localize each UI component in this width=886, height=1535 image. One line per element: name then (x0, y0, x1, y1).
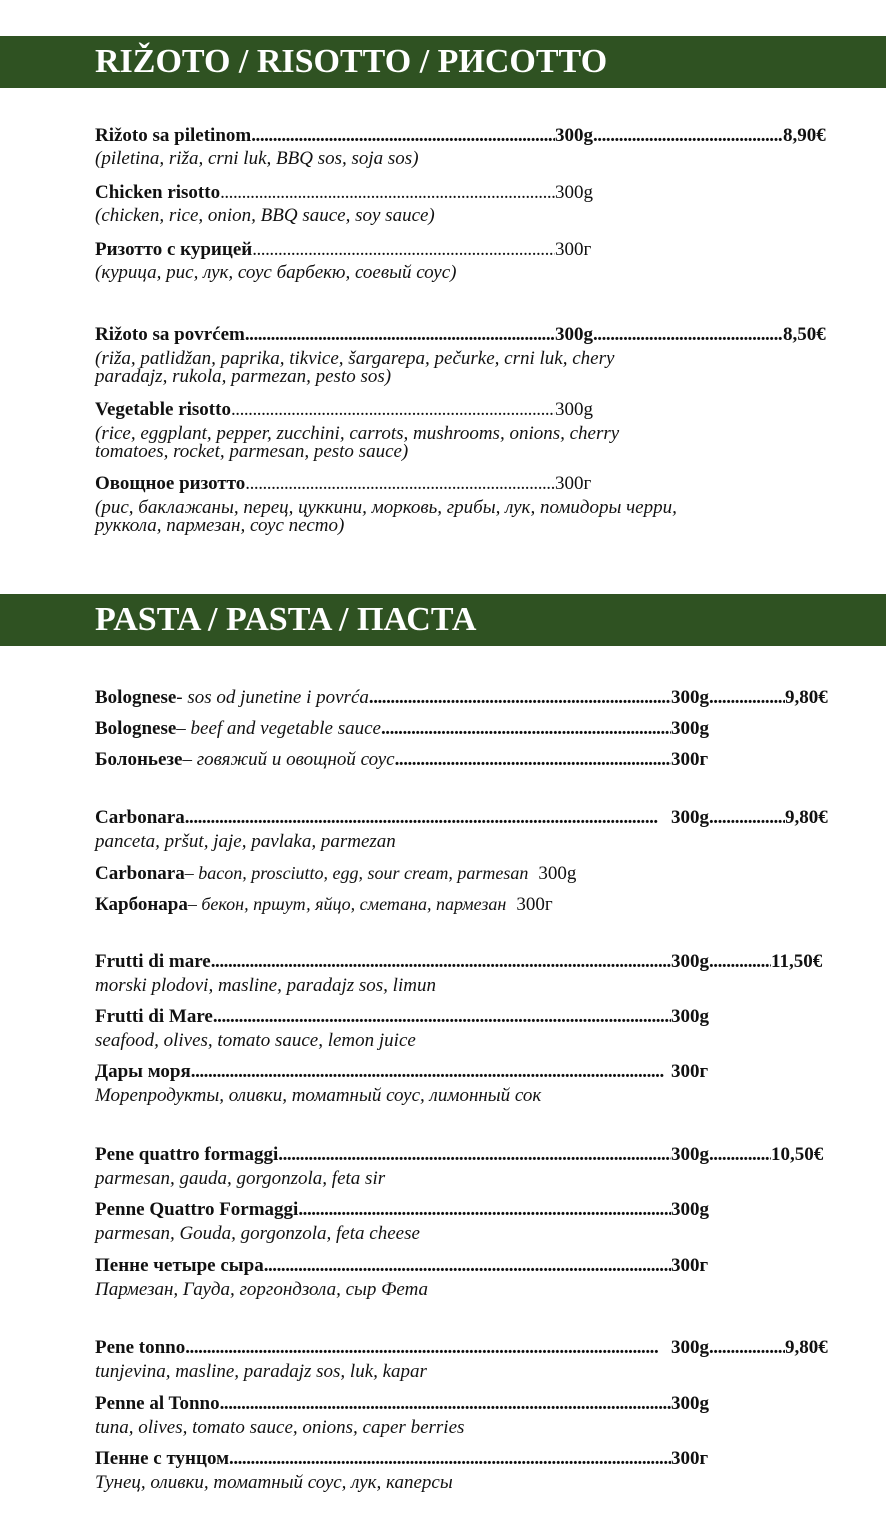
item-subtitle: - sos od junetine i povrća (176, 687, 369, 708)
menu-item-carbonara-sr (95, 806, 828, 830)
item-description-line-1: (rice, eggplant, pepper, zucchini, carrots, mushrooms, onions, cherry (95, 423, 620, 444)
item-subtitle: – beef and vegetable sauce (176, 718, 381, 739)
item-price: 8,90€ (783, 125, 826, 146)
item-description: Морепродукты, оливки, томатный соус, лимонный сок (95, 1085, 542, 1106)
item-weight: 300г (555, 239, 592, 260)
dot-leader (220, 1392, 671, 1416)
dot-leader (593, 323, 783, 347)
dot-leader (252, 238, 555, 262)
dot-leader (245, 323, 555, 347)
item-name: Carbonara (95, 863, 185, 884)
menu-item-tonno-ru (95, 1447, 708, 1471)
dot-leader (220, 181, 555, 205)
menu-item-chicken-risotto-ru (95, 238, 591, 262)
menu-item-vegetable-risotto-en (95, 398, 593, 422)
item-name: Frutti di Mare (95, 1006, 213, 1027)
item-description: seafood, olives, tomato sauce, lemon juice (95, 1030, 416, 1051)
item-subtitle: – говяжий и овощной соус (182, 749, 395, 770)
item-description: (курица, рис, лук, соус барбекю, соевый соус) (95, 262, 457, 283)
item-name: Penne Quattro Formaggi (95, 1199, 299, 1220)
menu-item-carbonara-ru (95, 892, 553, 916)
item-name: Овощное ризотто (95, 473, 246, 494)
menu-item-quattro-formaggi-ru (95, 1254, 708, 1278)
dot-leader (231, 398, 555, 422)
item-name: Карбонара (95, 894, 188, 915)
item-price: 9,80€ (785, 807, 828, 828)
menu-item-quattro-formaggi-en (95, 1198, 709, 1222)
item-name: Pene quattro formaggi (95, 1144, 279, 1165)
dot-leader (593, 124, 783, 148)
item-weight: 300g (555, 324, 593, 345)
item-description: panceta, pršut, jaje, pavlaka, parmezan (95, 831, 396, 852)
dot-leader (709, 950, 771, 974)
item-description: tuna, olives, tomato sauce, onions, caper berries (95, 1417, 465, 1438)
dot-leader (709, 1336, 785, 1360)
item-name: Carbonara (95, 807, 185, 828)
menu-item-frutti-di-mare-en (95, 1005, 709, 1029)
item-name: Bolognese (95, 718, 177, 739)
menu-item-bolognese-en (95, 717, 709, 741)
item-weight: 300g (671, 1393, 709, 1414)
item-description: Тунец, оливки, томатный соус, лук, каперсы (95, 1472, 453, 1493)
dot-leader (264, 1254, 671, 1278)
menu-item-bolognese-sr (95, 686, 828, 710)
item-weight: 300g (671, 1337, 709, 1358)
menu-item-bolognese-ru (95, 748, 708, 772)
item-weight: 300g (538, 863, 577, 884)
item-description: parmesan, gauda, gorgonzola, feta sir (95, 1168, 386, 1189)
dot-leader (395, 748, 671, 772)
item-weight: 300g (555, 399, 593, 420)
item-price: 10,50€ (771, 1144, 824, 1165)
dot-leader (709, 686, 785, 710)
item-name: Rižoto sa povrćem (95, 324, 245, 345)
item-weight: 300g (671, 1144, 709, 1165)
item-description: (chicken, rice, onion, BBQ sauce, soy sauce) (95, 205, 435, 226)
item-description: tunjevina, masline, paradajz sos, luk, kapar (95, 1361, 427, 1382)
dot-leader (298, 1198, 671, 1222)
item-weight: 300г (555, 473, 592, 494)
menu-item-chicken-risotto-en (95, 181, 593, 205)
item-weight: 300g (555, 125, 593, 146)
menu-item-frutti-di-mare-sr (95, 950, 822, 974)
item-name: Vegetable risotto (95, 399, 231, 420)
section-header-risotto (0, 36, 886, 88)
item-name: Болоньезе (95, 749, 183, 770)
item-description-line-2: руккола, пармезан, соус песто) (95, 515, 345, 536)
item-weight: 300г (671, 1255, 709, 1276)
dot-leader (185, 806, 671, 830)
menu-item-vegetable-risotto-ru (95, 472, 591, 496)
section-header-pasta (0, 594, 886, 646)
dot-leader (185, 1336, 671, 1360)
item-weight: 300g (671, 1006, 709, 1027)
item-price: 11,50€ (771, 951, 823, 972)
item-weight: 300g (671, 687, 709, 708)
menu-item-carbonara-en (95, 861, 576, 885)
item-price: 9,80€ (785, 1337, 828, 1358)
dot-leader (229, 1447, 671, 1471)
item-subtitle: – бекон, пршут, яйцо, сметана, пармезан (187, 894, 507, 914)
item-weight: 300g (671, 718, 709, 739)
item-name: Пенне четыре сыра (95, 1255, 264, 1276)
item-price: 9,80€ (785, 687, 828, 708)
item-name: Дары моря (95, 1061, 191, 1082)
dot-leader (213, 1005, 671, 1029)
item-name: Frutti di mare (95, 951, 211, 972)
item-price: 8,50€ (783, 324, 826, 345)
item-description: (piletina, riža, crni luk, BBQ sos, soja sos) (95, 148, 419, 169)
item-weight: 300г (671, 1061, 709, 1082)
item-weight: 300g (671, 951, 709, 972)
menu-item-quattro-formaggi-sr (95, 1143, 823, 1167)
item-name: Bolognese (95, 687, 177, 708)
item-weight: 300г (516, 894, 553, 915)
item-description-line-2: paradajz, rukola, parmezan, pesto sos) (95, 366, 392, 387)
menu-item-tonno-sr (95, 1336, 828, 1360)
item-subtitle: – bacon, prosciutto, egg, sour cream, parmesan (184, 863, 529, 883)
dot-leader (245, 472, 555, 496)
dot-leader (381, 717, 671, 741)
dot-leader (278, 1143, 671, 1167)
dot-leader (709, 1143, 771, 1167)
menu-item-chicken-risotto-sr (95, 124, 826, 148)
item-name: Ризотто с курицей (95, 239, 253, 260)
menu-item-vegetable-risotto-sr (95, 323, 826, 347)
item-description-line-1: (рис, баклажаны, перец, цуккини, морковь, грибы, лук, помидоры черри, (95, 497, 677, 518)
item-weight: 300г (671, 749, 709, 770)
item-weight: 300g (671, 1199, 709, 1220)
dot-leader (191, 1060, 671, 1084)
item-name: Пенне с тунцом (95, 1448, 230, 1469)
menu-item-tonno-en (95, 1392, 709, 1416)
section-title: RIŽOTO / RISOTTO / РИСОТТО (95, 43, 608, 80)
item-weight: 300г (671, 1448, 709, 1469)
item-description-line-1: (riža, patlidžan, paprika, tikvice, šargarepa, pečurke, crni luk, chery (95, 348, 615, 369)
item-name: Rižoto sa piletinom (95, 125, 252, 146)
item-name: Pene tonno (95, 1337, 186, 1358)
item-weight: 300g (555, 182, 593, 203)
item-description: parmesan, Gouda, gorgonzola, feta cheese (95, 1223, 420, 1244)
dot-leader (709, 806, 785, 830)
dot-leader (369, 686, 671, 710)
item-name: Chicken risotto (95, 182, 221, 203)
item-weight: 300g (671, 807, 709, 828)
section-title: PASTA / PASTA / ПАСТА (95, 601, 477, 638)
dot-leader (211, 950, 671, 974)
dot-leader (251, 124, 555, 148)
item-name: Penne al Tonno (95, 1393, 220, 1414)
menu-item-frutti-di-mare-ru (95, 1060, 708, 1084)
item-description-line-2: tomatoes, rocket, parmesan, pesto sauce) (95, 441, 409, 462)
item-description: Пармезан, Гауда, горгондзола, сыр Фета (95, 1279, 429, 1300)
item-description: morski plodovi, masline, paradajz sos, limun (95, 975, 436, 996)
